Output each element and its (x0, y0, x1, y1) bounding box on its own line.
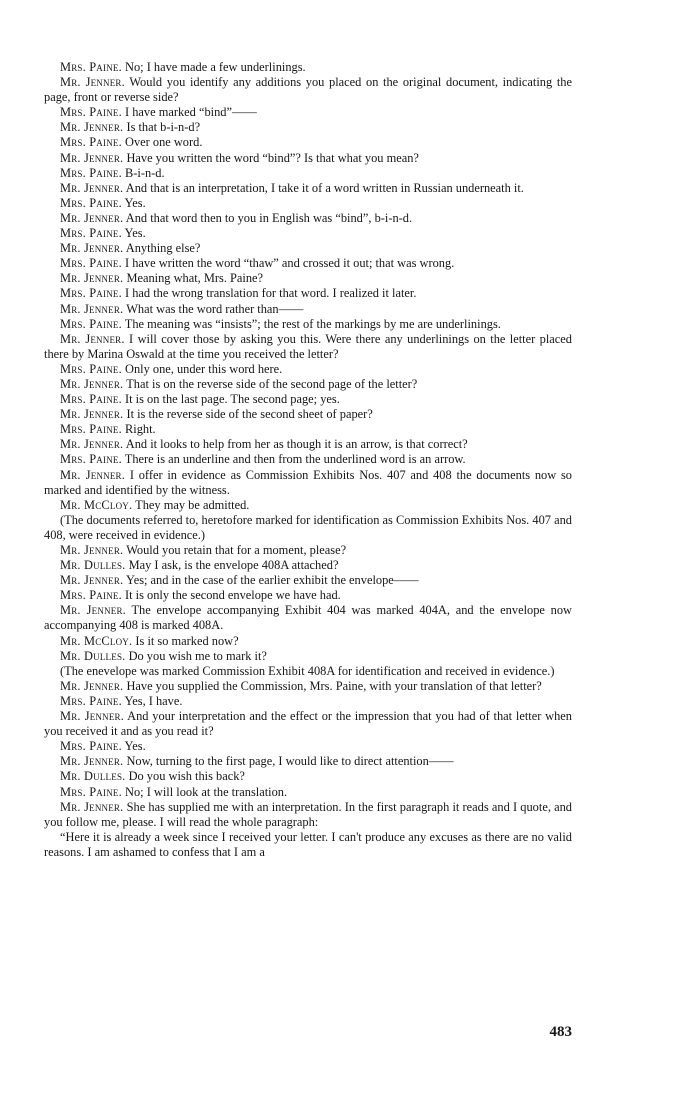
speaker-name: Mr. Jenner. (60, 180, 124, 195)
speaker-name: Mr. Jenner. (60, 75, 125, 90)
paragraph (44, 830, 572, 860)
speaker-name: Mrs. Paine. (60, 452, 122, 467)
paragraph-text: Yes; and in the case of the earlier exhibit the envelope—— (123, 573, 419, 588)
paragraph-text: It is only the second envelope we have had. (121, 588, 341, 603)
paragraph (44, 151, 572, 166)
paragraph-text: Yes. (121, 226, 146, 241)
paragraph-text: The meaning was “insists”; the rest of the markings by me are underlinings. (121, 316, 501, 331)
speaker-name: Mr. Jenner. (60, 754, 124, 769)
speaker-name: Mr. Jenner. (60, 678, 124, 693)
paragraph-text: Yes. (121, 195, 146, 210)
paragraph-text: It is on the last page. The second page; yes. (121, 392, 340, 407)
speaker-name: Mrs. Paine. (60, 361, 122, 376)
paragraph-text: No; I will look at the translation. (121, 784, 288, 799)
speaker-name: Mr. Jenner. (60, 120, 124, 135)
paragraph-text: Yes, I have. (121, 693, 183, 708)
paragraph-text: Now, turning to the first page, I would like to direct attention—— (123, 754, 454, 769)
speaker-name: Mr. Jenner. (60, 437, 124, 452)
speaker-name: Mr. McCloy. (60, 633, 133, 648)
paragraph-text: Is it so marked now? (132, 633, 239, 648)
paragraph (44, 392, 572, 407)
paragraph (44, 362, 572, 377)
paragraph-text: She has supplied me with an interpretation. In the first paragraph it reads and I quote, and you follow me, please. I will read the whole paragraph: (44, 799, 572, 829)
paragraph-text: I will cover those by asking you this. Were there any underlinings on the letter placed there by Marina Oswald at the time you received the letter? (44, 331, 572, 361)
paragraph (44, 271, 572, 286)
speaker-name: Mrs. Paine. (60, 739, 122, 754)
paragraph (44, 105, 572, 120)
paragraph (44, 769, 572, 784)
paragraph (44, 241, 572, 256)
paragraph-text: Over one word. (121, 135, 203, 150)
paragraph-text: “Here it is already a week since I received your letter. I can't produce any excuses as there are no valid reasons. I am ashamed to confess that I am a (44, 829, 572, 859)
speaker-name: Mr. Jenner. (60, 709, 125, 724)
paragraph-text: And that is an interpretation, I take it of a word written in Russian underneath it. (123, 180, 524, 195)
speaker-name: Mrs. Paine. (60, 784, 122, 799)
speaker-name: Mr. Jenner. (60, 467, 126, 482)
paragraph-text: It is the reverse side of the second sheet of paper? (123, 407, 373, 422)
page-number: 483 (549, 1024, 572, 1040)
paragraph-text: And that word then to you in English was “bind”, b-i-n-d. (123, 210, 413, 225)
paragraph-text: (The documents referred to, heretofore marked for identification as Commission Exhibits Nos. 407 and 408, were received in evidence.) (44, 512, 572, 542)
paragraph-text: What was the word rather than—— (123, 301, 304, 316)
paragraph (44, 332, 572, 362)
paragraph (44, 664, 572, 679)
paragraph (44, 754, 572, 769)
paragraph-text: B-i-n-d. (121, 165, 165, 180)
speaker-name: Mrs. Paine. (60, 60, 122, 74)
paragraph (44, 286, 572, 301)
paragraph (44, 135, 572, 150)
speaker-name: Mrs. Paine. (60, 588, 122, 603)
speaker-name: Mr. Jenner. (60, 150, 124, 165)
paragraph-text: I had the wrong translation for that word. I realized it later. (121, 286, 417, 301)
paragraph (44, 377, 572, 392)
paragraph-text: Meaning what, Mrs. Paine? (123, 271, 264, 286)
paragraph (44, 407, 572, 422)
paragraph-text: (The enevelope was marked Commission Exhibit 408A for identification and received in evidence.) (60, 663, 555, 678)
transcript-page (44, 60, 572, 860)
speaker-name: Mrs. Paine. (60, 195, 122, 210)
paragraph-text: And it looks to help from her as though it is an arrow, is that correct? (123, 437, 468, 452)
paragraph (44, 422, 572, 437)
speaker-name: Mr. Jenner. (60, 331, 125, 346)
paragraph (44, 679, 572, 694)
speaker-name: Mr. Jenner. (60, 573, 124, 588)
speaker-name: Mr. Dulles. (60, 769, 126, 784)
paragraph-text: I have marked “bind”—— (121, 105, 257, 120)
speaker-name: Mr. Jenner. (60, 210, 124, 225)
paragraph-text: That is on the reverse side of the second page of the letter? (123, 376, 418, 391)
paragraph (44, 468, 572, 498)
paragraph (44, 437, 572, 452)
speaker-name: Mrs. Paine. (60, 135, 122, 150)
paragraph-text: Yes. (121, 739, 146, 754)
paragraph (44, 211, 572, 226)
paragraph (44, 120, 572, 135)
speaker-name: Mrs. Paine. (60, 226, 122, 241)
speaker-name: Mr. Jenner. (60, 271, 124, 286)
speaker-name: Mrs. Paine. (60, 316, 122, 331)
paragraph (44, 196, 572, 211)
paragraph-text: Only one, under this word here. (121, 361, 283, 376)
paragraph-text: And your interpretation and the effect or the impression that you had of that letter when you received it and as you read it? (44, 709, 572, 739)
speaker-name: Mr. Jenner. (60, 543, 124, 557)
paragraph-text: I offer in evidence as Commission Exhibits Nos. 407 and 408 the documents now so marked and identified by the witness. (44, 467, 573, 497)
paragraph-text: The envelope accompanying Exhibit 404 was marked 404A, and the envelope now accompanying 408 is marked 408A. (44, 603, 572, 633)
paragraph-text: Have you supplied the Commission, Mrs. Paine, with your translation of that letter? (123, 678, 542, 693)
paragraph (44, 256, 572, 271)
paragraph (44, 226, 572, 241)
paragraph (44, 302, 572, 317)
paragraph-text: Right. (121, 422, 156, 437)
paragraph-text: Would you retain that for a moment, please? (123, 543, 347, 557)
speaker-name: Mr. Jenner. (60, 799, 124, 814)
paragraph-text: No; I have made a few underlinings. (121, 60, 306, 74)
speaker-name: Mr. Jenner. (60, 407, 124, 422)
speaker-name: Mrs. Paine. (60, 165, 122, 180)
paragraph-text: Do you wish this back? (125, 769, 245, 784)
paragraph (44, 588, 572, 603)
paragraph-text: There is an underline and then from the underlined word is an arrow. (121, 452, 466, 467)
paragraph (44, 800, 572, 830)
paragraph (44, 166, 572, 181)
paragraph (44, 649, 572, 664)
paragraph (44, 709, 572, 739)
paragraph-text: May I ask, is the envelope 408A attached? (125, 558, 339, 573)
paragraph-text: Have you written the word “bind”? Is that what you mean? (123, 150, 419, 165)
speaker-name: Mr. Dulles. (60, 558, 126, 573)
speaker-name: Mr. Jenner. (60, 376, 124, 391)
paragraph (44, 317, 572, 332)
speaker-name: Mr. Jenner. (60, 301, 124, 316)
paragraph-text: Do you wish me to mark it? (125, 648, 267, 663)
speaker-name: Mr. Jenner. (60, 241, 124, 256)
paragraph (44, 573, 572, 588)
paragraph-text: I have written the word “thaw” and crossed it out; that was wrong. (121, 256, 455, 271)
paragraph (44, 603, 572, 633)
paragraph (44, 75, 572, 105)
paragraph (44, 498, 572, 513)
paragraph-text: They may be admitted. (132, 497, 250, 512)
paragraph (44, 739, 572, 754)
speaker-name: Mr. McCloy. (60, 497, 133, 512)
paragraph (44, 452, 572, 467)
paragraph (44, 785, 572, 800)
speaker-name: Mrs. Paine. (60, 286, 122, 301)
speaker-name: Mrs. Paine. (60, 105, 122, 120)
paragraph (44, 634, 572, 649)
paragraph-text: Anything else? (123, 241, 201, 256)
paragraph (44, 181, 572, 196)
speaker-name: Mrs. Paine. (60, 422, 122, 437)
paragraph (44, 513, 572, 543)
speaker-name: Mrs. Paine. (60, 392, 122, 407)
paragraph (44, 543, 572, 558)
paragraph (44, 558, 572, 573)
paragraph (44, 60, 572, 75)
paragraph (44, 694, 572, 709)
speaker-name: Mr. Jenner. (60, 603, 126, 618)
speaker-name: Mrs. Paine. (60, 256, 122, 271)
paragraph-text: Would you identify any additions you placed on the original document, indicating the page, front or reverse side? (44, 75, 572, 105)
speaker-name: Mr. Dulles. (60, 648, 126, 663)
paragraph-text: Is that b-i-n-d? (123, 120, 201, 135)
speaker-name: Mrs. Paine. (60, 693, 122, 708)
